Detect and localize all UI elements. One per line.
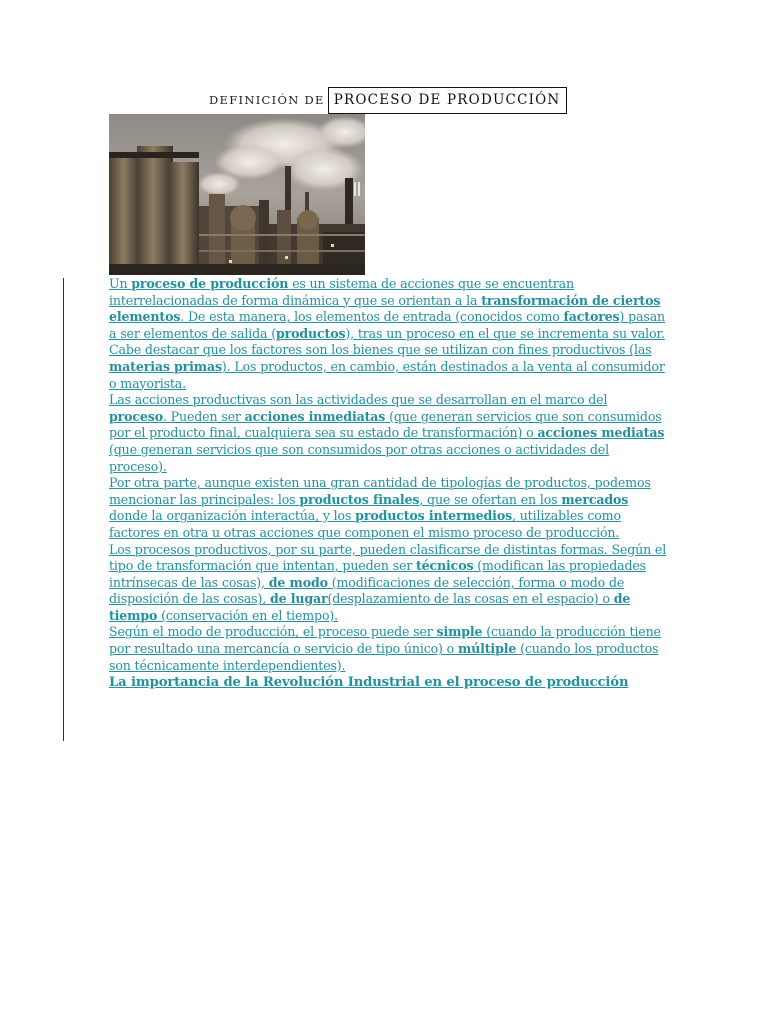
margin-rule	[63, 278, 64, 741]
keyword-text: múltiple	[457, 641, 517, 657]
heading-prefix: DEFINICIÓN DE	[209, 93, 325, 107]
keyword-text: factores	[563, 309, 620, 325]
keyword-text: acciones inmediatas	[244, 408, 386, 424]
keyword-text: simple	[436, 624, 483, 640]
article-body	[109, 276, 669, 692]
paragraph-text[interactable]: . Pueden ser	[162, 408, 245, 424]
keyword-link[interactable]	[537, 425, 664, 440]
paragraph-text[interactable]: , utilizables como factores en otra u otras acciones que componen el mismo proceso de producción.	[109, 508, 621, 540]
keyword-link[interactable]	[437, 624, 483, 639]
keyword-text: acciones mediatas	[537, 425, 665, 441]
keyword-text: de tiempo	[109, 591, 631, 623]
paragraph-text[interactable]: (desplazamiento de las cosas en el espacio) o	[327, 591, 614, 607]
paragraph-text[interactable]: Los procesos productivos, por su parte, pueden clasificarse de distintas formas. Según el tipo de transformación que intentan, pueden ser	[109, 541, 667, 574]
keyword-link[interactable]	[276, 326, 345, 341]
keyword-link[interactable]	[355, 508, 512, 523]
paragraph-text[interactable]: Según el modo de producción, el proceso puede ser	[109, 624, 437, 640]
keyword-link[interactable]	[269, 575, 328, 590]
keyword-link[interactable]	[109, 359, 222, 374]
keyword-text: de modo	[268, 574, 328, 590]
paragraph-text[interactable]: ), tras un proceso en el que se incrementa su valor.	[345, 325, 665, 341]
heading-title-box: PROCESO DE PRODUCCIÓN	[328, 87, 568, 114]
paragraph-text[interactable]: (modificaciones de selección, forma o modo de disposición de las cosas),	[109, 574, 625, 607]
paragraph	[109, 392, 669, 475]
paragraph-text[interactable]: Cabe destacar que los factores son los bienes que se utilizan con fines productivos (las	[109, 342, 652, 358]
paragraph-text[interactable]: ) pasan a ser elementos de salida (	[109, 309, 666, 341]
paragraph	[109, 475, 669, 541]
paragraph	[109, 624, 669, 674]
paragraph	[109, 276, 669, 342]
paragraph	[109, 342, 669, 392]
paragraph-text[interactable]: (conservación en el tiempo).	[157, 607, 338, 623]
paragraph-text[interactable]: Un	[109, 276, 132, 291]
keyword-link[interactable]	[245, 409, 386, 424]
keyword-text: proceso de producción	[131, 276, 289, 291]
keyword-text: de lugar	[269, 591, 328, 607]
paragraph-text[interactable]: Las acciones productivas son las actividades que se desarrollan en el marco del	[109, 392, 608, 408]
keyword-link[interactable]	[563, 309, 619, 324]
keyword-link[interactable]	[131, 276, 288, 291]
keyword-text: productos finales	[299, 491, 420, 507]
keyword-link[interactable]	[299, 492, 419, 507]
related-article-link[interactable]: La importancia de la Revolución Industrial en el proceso de producción	[109, 675, 629, 691]
keyword-text: transformación de ciertos elementos	[109, 292, 661, 325]
keyword-link[interactable]	[561, 492, 628, 507]
paragraph-text[interactable]: (que generan servicios que son consumidos por el producto final, cualquiera sea su estado de transformación) o	[109, 408, 662, 441]
keyword-link[interactable]	[416, 558, 473, 573]
keyword-link[interactable]	[109, 409, 163, 424]
paragraph-text[interactable]: (modifican las propiedades intrínsecas de las cosas),	[109, 558, 646, 590]
keyword-link[interactable]	[270, 591, 328, 606]
paragraph-text[interactable]: Por otra parte, aunque existen una gran cantidad de tipologías de productos, podemos mencionar las principales: los	[109, 475, 651, 507]
keyword-text: productos intermedios	[355, 508, 513, 524]
keyword-text: materias primas	[109, 358, 222, 374]
paragraph-text[interactable]: donde la organización interactúa, y los	[109, 508, 356, 524]
paragraph	[109, 542, 669, 625]
factory-photo	[109, 114, 365, 275]
keyword-text: productos	[275, 325, 346, 341]
keyword-text: proceso	[109, 408, 163, 424]
keyword-link[interactable]	[458, 641, 516, 656]
keyword-text: mercados	[561, 491, 629, 507]
paragraph-text[interactable]: (cuando la producción tiene por resultado una mercancía o servicio de tipo único) o	[109, 624, 661, 657]
paragraph-text[interactable]: (cuando los productos son técnicamente interdependientes).	[109, 641, 659, 673]
document-heading	[209, 86, 567, 114]
paragraph-text[interactable]: (que generan servicios que son consumidos por otras acciones o actividades del proceso).	[109, 441, 609, 474]
keyword-text: técnicos	[415, 558, 474, 574]
paragraph-text[interactable]: , que se ofertan en los	[419, 491, 562, 507]
paragraph-text[interactable]: ). Los productos, en cambio, están destinados a la venta al consumidor o mayorista.	[109, 358, 665, 391]
paragraph-text[interactable]: es un sistema de acciones que se encuentran interrelacionadas de forma dinámica y que se orientan a la	[109, 276, 574, 308]
paragraph-text[interactable]: . De esta manera, los elementos de entrada (conocidos como	[180, 309, 564, 325]
